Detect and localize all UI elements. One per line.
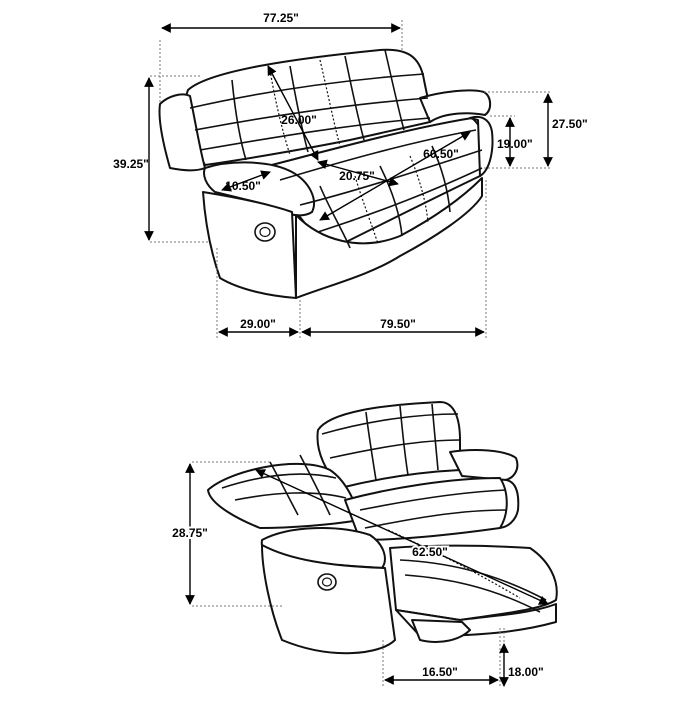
reclined-height-label: 28.75": [172, 526, 208, 540]
base-width-label: 79.50": [380, 317, 416, 331]
upright-sofa-drawing: [159, 50, 492, 298]
seat-height-label: 19.00": [497, 137, 533, 151]
seat-depth-label: 20.75": [339, 169, 375, 183]
arm-height-label: 27.50": [552, 117, 588, 131]
seat-width-label: 60.50": [423, 147, 459, 161]
overall-width-label: 77.25": [263, 11, 299, 25]
back-height-label: 26.00": [281, 113, 317, 127]
reclined-depth-label: 62.50": [412, 545, 448, 559]
footrest-depth-label: 16.50": [422, 665, 458, 679]
arm-width-label: 10.50": [225, 179, 261, 193]
footrest-height-label: 18.00": [508, 665, 544, 679]
base-depth-label: 29.00": [240, 317, 276, 331]
overall-height-label: 39.25": [113, 157, 149, 171]
